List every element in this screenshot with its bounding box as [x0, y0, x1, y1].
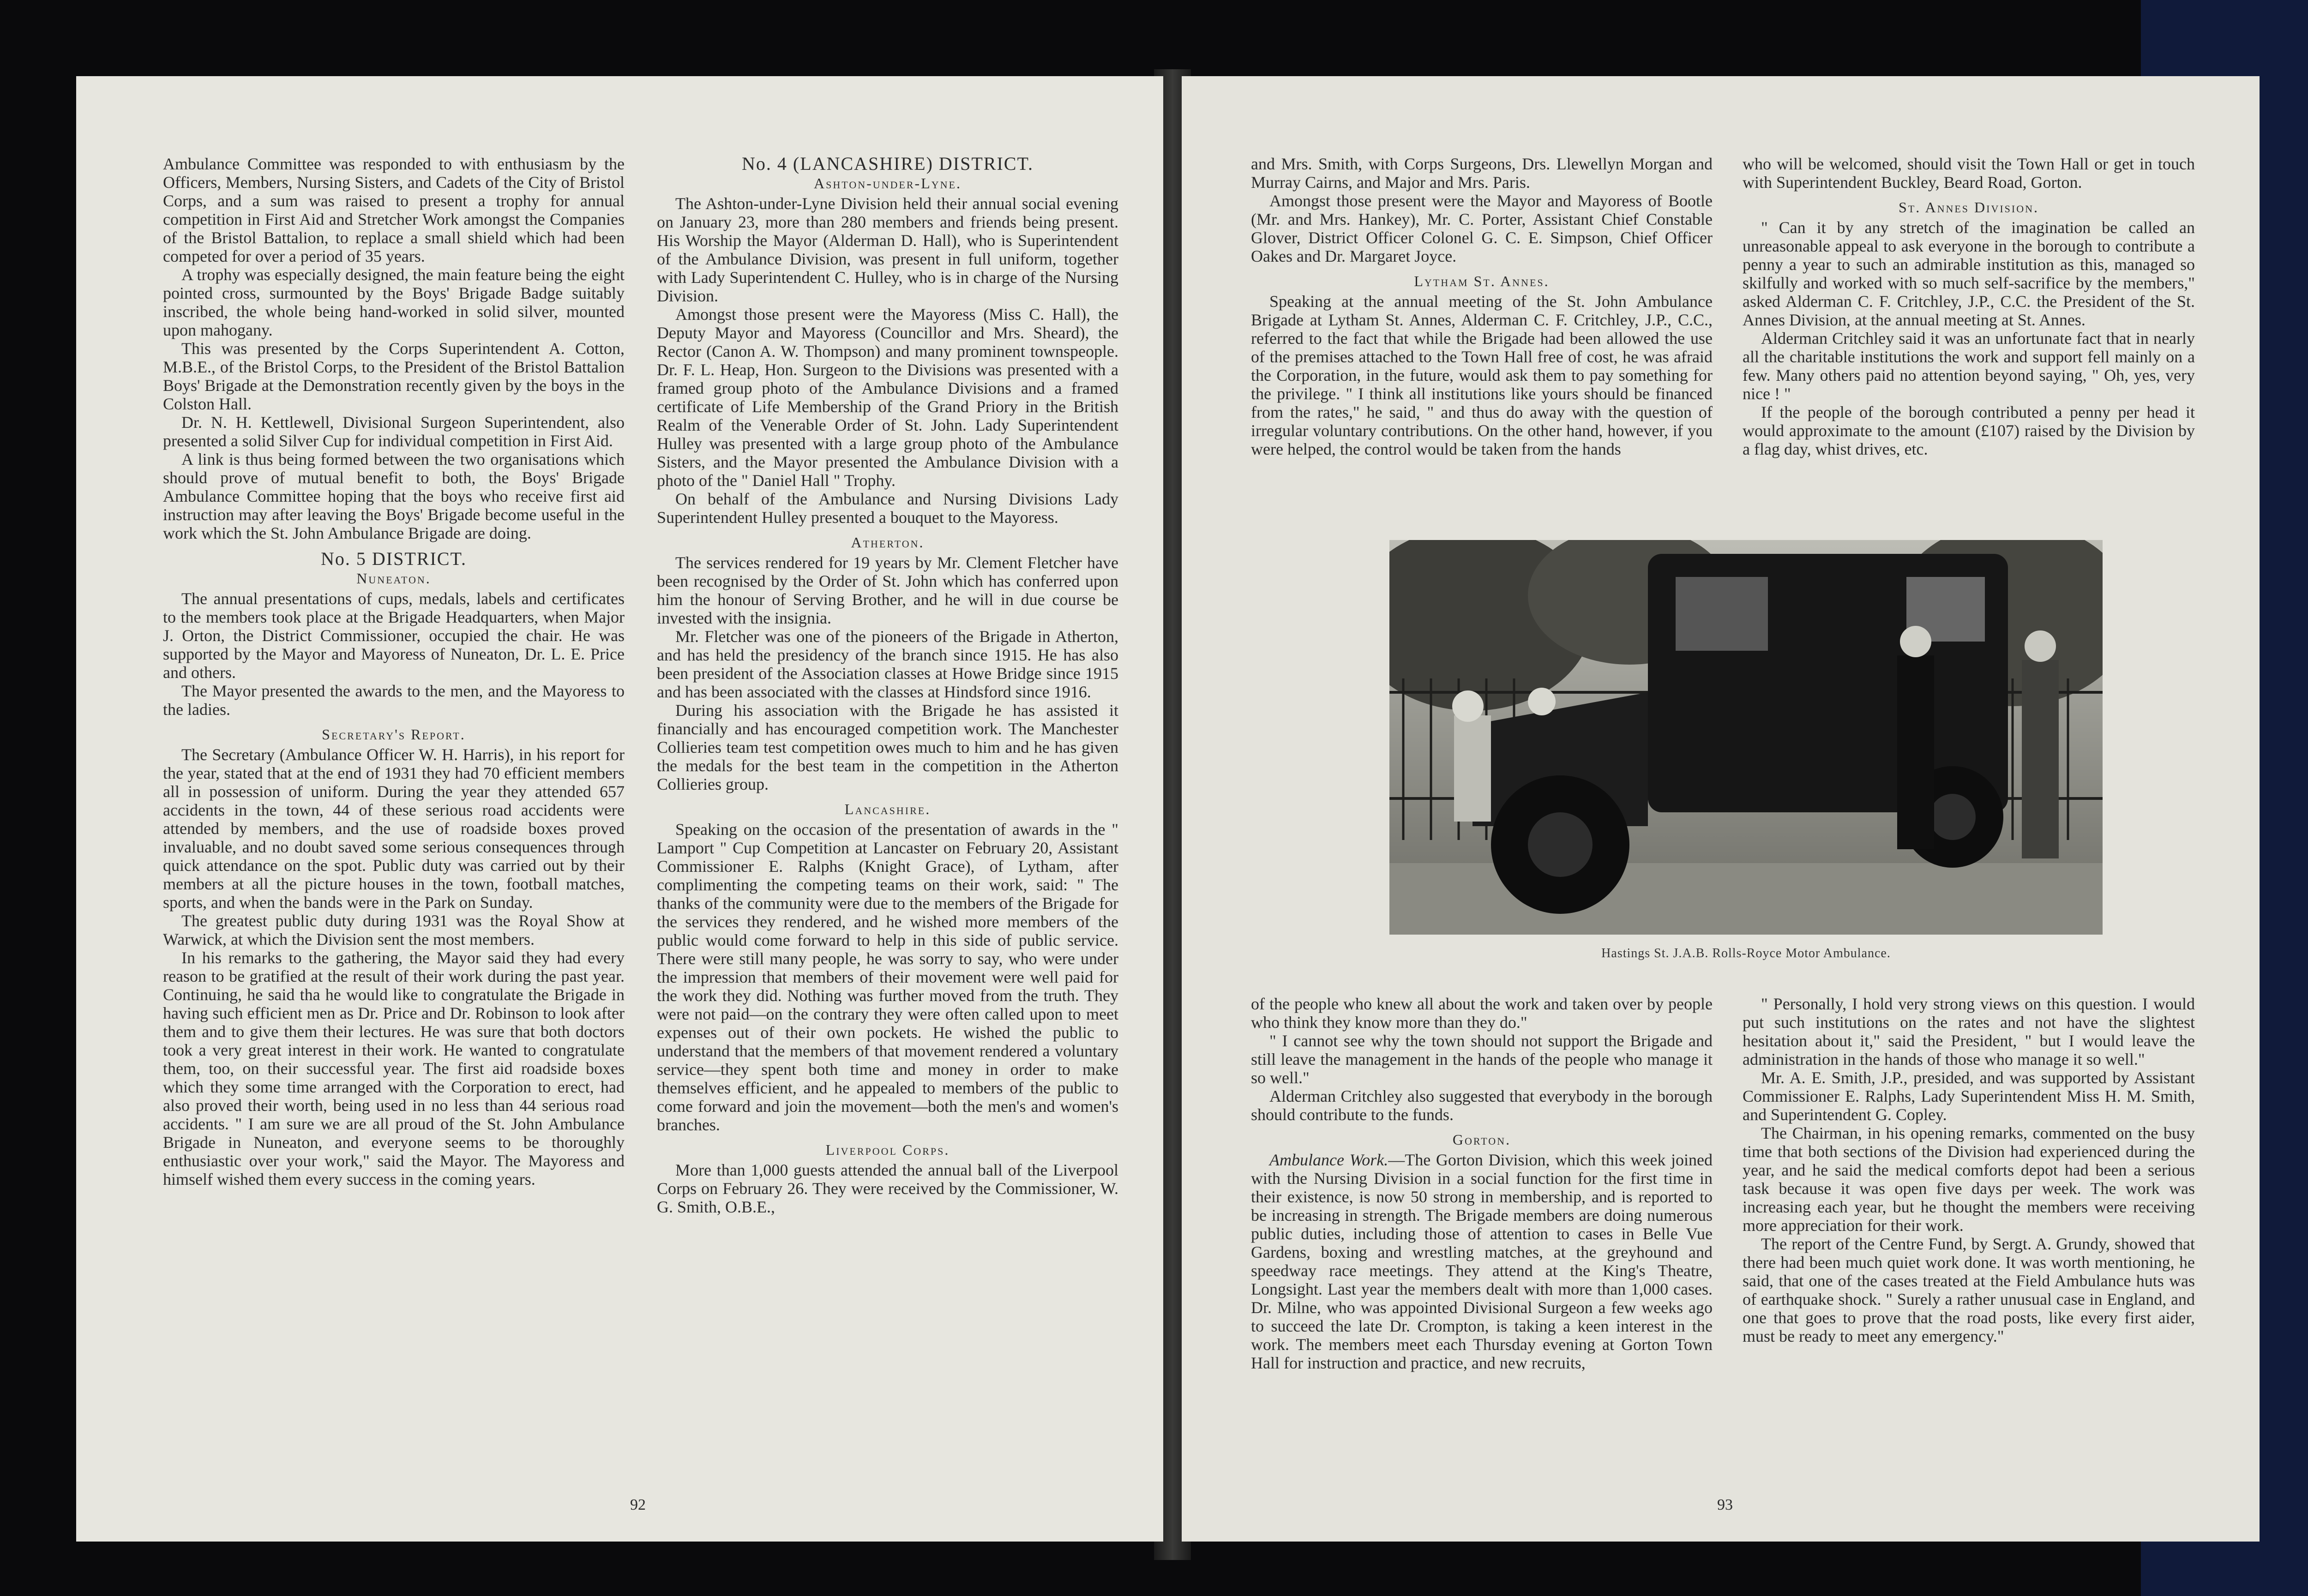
subsection-heading: Lytham St. Annes.: [1414, 273, 1550, 289]
subsection-heading: Secretary's Report.: [322, 726, 466, 743]
paragraph: Alderman Critchley said it was an unfortunate fact that in nearly all the charitable institutions the work and support fell mainly on a few. Many others paid no attention beyond saying, " Oh, yes, very nice ! ": [1743, 329, 2195, 403]
paragraph: Ambulance Committee was responded to with enthusiasm by the Officers, Members, Nursing Sisters, and Cadets of the City of Bristol Corps, and a sum was raised to present a trophy for annual competition in First Aid and Stretcher Work amongst the Companies of the Bristol Battalion, to replace a small shield which had been competed for over a period of 35 years.: [163, 155, 625, 265]
subsection-heading: Liverpool Corps.: [825, 1141, 950, 1158]
right-column-top-2: [1743, 155, 2195, 533]
subsection-heading: Atherton.: [851, 534, 925, 551]
right-column-top-1: [1251, 155, 1713, 533]
paragraph: The Mayor presented the awards to the men, and the Mayoress to the ladies.: [163, 682, 625, 719]
paragraph: Dr. N. H. Kettlewell, Divisional Surgeon Superintendent, also presented a solid Silver Cup for individual competition in First Aid.: [163, 413, 625, 450]
ambulance-photo-illustration: [1389, 540, 2103, 935]
paragraph: " Personally, I hold very strong views on this question. I would put such institutions on the rates and not have the slightest hesitation about it," said the President, " but I would leave the administration in the hands of those who manage it so well.": [1743, 995, 2195, 1068]
paragraph: If the people of the borough contributed a penny per head it would approximate to the amount (£107) raised by the Division by a flag day, whist drives, etc.: [1743, 403, 2195, 458]
subsection-heading: St. Annes Division.: [1898, 199, 2039, 216]
left-column-2: [657, 155, 1118, 1493]
paragraph: Speaking on the occasion of the presentation of awards in the " Lamport " Cup Competition at Lancaster on February 20, Assistant Commissioner E. Ralphs (Knight Grace), of Lytham, after complimenting the competing teams on their work, said: " The thanks of the community were due to the members of the Brigade for the services they rendered, and he wished more members of the public would come forward to help in this side of public service. There were still many people, he was sorry to say, who were under the impression that members of their movement were well paid for the work they did. Nothing was further moved from the truth. They were not paid—on the contrary they were often called upon to meet expenses out of their own pockets. He wished the public to understand that the members of that movement rendered a voluntary service—they spent both time and money in order to make themselves efficient, and he appealed to members of the public to come forward and join the movement—both the men's and women's branches.: [657, 820, 1118, 1134]
paragraph: The Ashton-under-Lyne Division held their annual social evening on January 23, more than 280 members and friends being present. His Worship the Mayor (Alderman D. Hall), who is Superintendent of the Ambulance Division, was present in full uniform, together with Lady Superintendent C. Hulley, who is in charge of the Nursing Division.: [657, 194, 1118, 305]
paragraph: The Chairman, in his opening remarks, commented on the busy time that both sections of the Division had experienced during the year, and he said the medical comforts depot had been a serious task because it was open five days per week. The work was increasing each year, but he thought the members were receiving more appreciation for their work.: [1743, 1124, 2195, 1235]
paragraph: In his remarks to the gathering, the Mayor said they had every reason to be gratified at the result of their work during the past year. Continuing, he said tha he would like to congratulate the Brigade in having such efficient men as Dr. Price and Dr. Robinson to look after them and to give them their lectures. He was sure that both doctors took a very great interest in their work. He wanted to congratulate them, too, on their successful year. The first aid roadside boxes which they some time arranged with the Corporation to erect, had also proved their worth, being used in no less than 44 serious road accidents. " I am sure we are all proud of the St. John Ambulance Brigade in Nuneaton, and everyone seems to be thoroughly enthusiastic over your work," said the Mayor. The Mayoress and himself wished them every success in the coming years.: [163, 948, 625, 1188]
right-column-bottom-2: [1743, 995, 2195, 1470]
paragraph: " Can it by any stretch of the imagination be called an unreasonable appeal to ask everyone in the borough to contribute a penny a year to such an admirable institution as this, managed so skilfully and worked with so much self-sacrifice by the members," asked Alderman C. F. Critchley, J.P., C.C. the President of the St. Annes Division, at the annual meeting at St. Annes.: [1743, 218, 2195, 329]
paragraph: On behalf of the Ambulance and Nursing Divisions Lady Superintendent Hulley presented a bouquet to the Mayoress.: [657, 490, 1118, 527]
paragraph: Alderman Critchley also suggested that everybody in the borough should contribute to the funds.: [1251, 1087, 1713, 1124]
paragraph: More than 1,000 guests attended the annual ball of the Liverpool Corps on February 26. They were received by the Commissioner, W. G. Smith, O.B.E.,: [657, 1161, 1118, 1216]
ambulance-photo: [1389, 540, 2103, 935]
subsection-heading: Ashton-under-Lyne.: [814, 175, 962, 192]
left-column-1: [163, 155, 625, 1493]
paragraph: [1251, 1151, 1713, 1372]
paragraph: This was presented by the Corps Superintendent A. Cotton, M.B.E., of the Bristol Corps, to the President of the Bristol Battalion Boys' Brigade at the Demonstration recently given by the boys in the Colston Hall.: [163, 339, 625, 413]
paragraph: of the people who knew all about the work and taken over by people who think they know more than they do.": [1251, 995, 1713, 1032]
paragraph: The report of the Centre Fund, by Sergt. A. Grundy, showed that there had been much quiet work done. It was worth mentioning, he said, that one of the cases treated at the Field Ambulance huts was of earthquake shock. " Surely a rather unusual case in England, and one that goes to prove that the road posts, like every first aider, must be ready to meet any emergency.": [1743, 1235, 2195, 1345]
paragraph: A trophy was especially designed, the main feature being the eight pointed cross, surmounted by the Boys' Brigade Badge suitably inscribed, the whole being hand-worked in solid silver, mounted upon mahogany.: [163, 265, 625, 339]
section-heading: No. 5 DISTRICT.: [321, 548, 467, 569]
paragraph-body: —The Gorton Division, which this week joined with the Nursing Division in a social function for the first time in their existence, is now 50 strong in membership, and is reported to be increasing in strength. The Brigade members are doing numerous public duties, including those of attention to cases in Belle Vue Gardens, boxing and wrestling matches, at the greyhound and speedway race meetings. They attend at the King's Theatre, Longsight. Last year the members dealt with more than 1,000 cases. Dr. Milne, who was appointed Divisional Surgeon a few weeks ago to succeed the late Dr. Crompton, is taking a keen interest in the work. The members meet each Thursday evening at Gorton Town Hall for instruction and practice, and new recruits,: [1251, 1151, 1713, 1372]
paragraph: The annual presentations of cups, medals, labels and certificates to the members took place at the Brigade Headquarters, when Major J. Orton, the District Commissioner, occupied the chair. He was supported by the Mayor and Mayoress of Nuneaton, Dr. L. E. Price and others.: [163, 589, 625, 682]
paragraph: The services rendered for 19 years by Mr. Clement Fletcher have been recognised by the Order of St. John which has conferred upon him the honour of Serving Brother, and he will in due course be invested with the insignia.: [657, 553, 1118, 627]
section-heading: No. 4 (LANCASHIRE) DISTRICT.: [742, 155, 1034, 174]
paragraph: During his association with the Brigade he has assisted it financially and has encouraged competition work. The Manchester Collieries team test competition owes much to him and he has given the medals for the best team in the competition in the Atherton Collieries group.: [657, 701, 1118, 793]
subsection-heading: Nuneaton.: [356, 570, 431, 587]
paragraph: Amongst those present were the Mayor and Mayoress of Bootle (Mr. and Mrs. Hankey), Mr. C. Porter, Assistant Chief Constable Glover, District Officer Colonel G. C. E. Simpson, Chief Officer Oakes and Dr. Margaret Joyce.: [1251, 192, 1713, 265]
paragraph-lead: Ambulance Work.: [1269, 1151, 1388, 1169]
paragraph: Mr. A. E. Smith, J.P., presided, and was supported by Assistant Commissioner E. Ralphs, Lady Superintendent Miss H. M. Smith, and Superintendent G. Copley.: [1743, 1068, 2195, 1124]
page-number: 92: [630, 1496, 646, 1513]
paragraph: The Secretary (Ambulance Officer W. H. Harris), in his report for the year, stated that at the end of 1931 they had 70 efficient members all in possession of uniform. During the year they attended 657 accidents in the town, 44 of these serious road accidents were attended by members, and the use of roadside boxes proved invaluable, and no doubt saved some serious consequences through quick attendance on the spot. Public duty was carried out by their members at all the picture houses in the town, football matches, sports, and when the bands were in the Park on Sunday.: [163, 745, 625, 912]
right-column-bottom-1: [1251, 995, 1713, 1470]
paragraph: Amongst those present were the Mayoress (Miss C. Hall), the Deputy Mayor and Mayoress (Councillor and Mrs. Sheard), the Rector (Canon A. W. Thompson) and many prominent townspeople. Dr. F. L. Heap, Hon. Surgeon to the Divisions was presented with a framed group photo of the Ambulance Divisions and a framed certificate of Life Membership of the Grand Priory in the British Realm of the Venerable Order of St. John. Lady Superintendent Hulley was presented with a large group photo of the Ambulance Sisters, and the Mayor presented the Ambulance Division with a photo of the " Daniel Hall " Trophy.: [657, 305, 1118, 490]
paragraph: " I cannot see why the town should not support the Brigade and still leave the management in the hands of the people who manage it so well.": [1251, 1032, 1713, 1087]
paragraph: who will be welcomed, should visit the Town Hall or get in touch with Superintendent Buckley, Beard Road, Gorton.: [1743, 155, 2195, 192]
paragraph: and Mrs. Smith, with Corps Surgeons, Drs. Llewellyn Morgan and Murray Cairns, and Major and Mrs. Paris.: [1251, 155, 1713, 192]
paragraph: A link is thus being formed between the two organisations which should prove of mutual benefit to both, the Boys' Brigade Ambulance Committee hoping that the boys who receive first aid instruction may after leaving the Boys' Brigade become useful in the work which the St. John Ambulance Brigade are doing.: [163, 450, 625, 542]
right-page: [1182, 76, 2260, 1542]
paragraph: Speaking at the annual meeting of the St. John Ambulance Brigade at Lytham St. Annes, Alderman C. F. Critchley, J.P., C.C., referred to the fact that while the Brigade had been allowed the use of the premises attached to the Town Hall free of cost, he was afraid the Corporation, in the future, would ask them to pay something for the privilege. " I think all institutions like yours should be financed from the rates," he said, " and thus do away with the question of irregular voluntary contributions. On the other hand, however, if you were helped, the control would be taken from the hands: [1251, 292, 1713, 458]
subsection-heading: Gorton.: [1452, 1131, 1511, 1148]
paragraph: The greatest public duty during 1931 was the Royal Show at Warwick, at which the Division sent the most members.: [163, 912, 625, 948]
left-page: [76, 76, 1163, 1542]
paragraph: Mr. Fletcher was one of the pioneers of the Brigade in Atherton, and has held the presidency of the branch since 1915. He has also been president of the Association classes at Howe Bridge since 1915 and has been associated with the classes at Hindsford since 1916.: [657, 627, 1118, 701]
subsection-heading: Lancashire.: [844, 801, 931, 817]
page-number: 93: [1717, 1496, 1733, 1513]
photo-caption: Hastings St. J.A.B. Rolls-Royce Motor Ambulance.: [1601, 946, 1891, 960]
